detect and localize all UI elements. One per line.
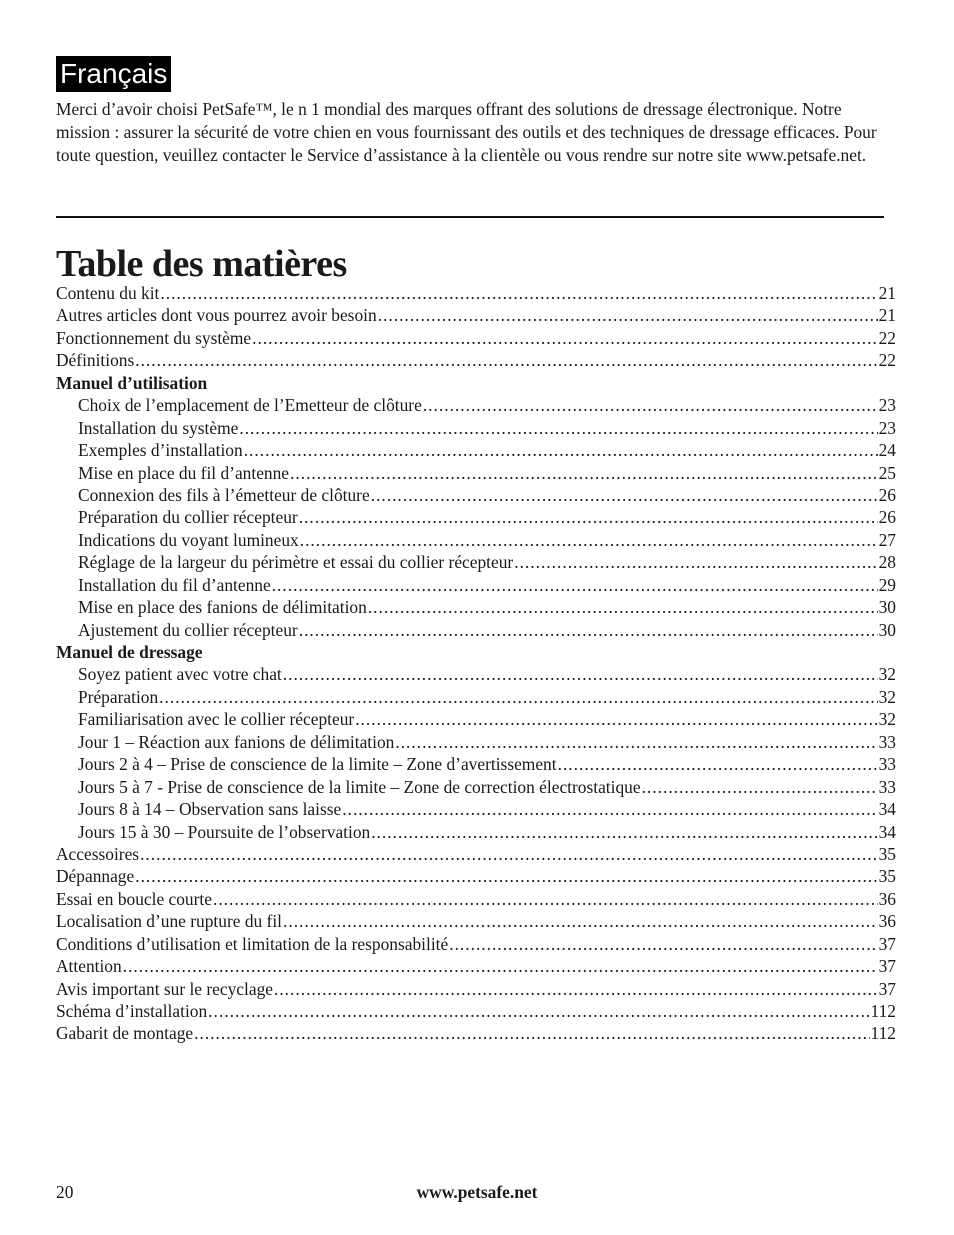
language-badge: Français xyxy=(56,56,171,92)
toc-entry[interactable] xyxy=(56,484,896,506)
toc-entry-label: Jours 8 à 14 – Observation sans laisse xyxy=(78,799,342,820)
toc-entry-page: 37 xyxy=(878,978,896,999)
toc-entry-page: 29 xyxy=(878,574,896,595)
toc-entry-label: Préparation du collier récepteur xyxy=(78,507,298,528)
toc-dot-leader xyxy=(368,596,878,618)
toc-dot-leader xyxy=(558,753,878,775)
toc-entry[interactable] xyxy=(56,596,896,618)
toc-entry[interactable] xyxy=(56,888,896,910)
toc-entry[interactable] xyxy=(56,753,896,775)
toc-entry[interactable] xyxy=(56,506,896,528)
toc-entry-label: Essai en boucle courte xyxy=(56,888,212,909)
toc-entry-label: Installation du fil d’antenne xyxy=(78,574,271,595)
toc-entry[interactable] xyxy=(56,843,896,865)
toc-entry[interactable] xyxy=(56,1022,896,1044)
intro-paragraph: Merci d’avoir choisi PetSafe™, le n 1 mondial des marques offrant des solutions de dressage électronique. Notre mission : assurer la sécurité de votre chien en vous fournissant des outils et des techniques de dressage efficaces. Pour toute question, veuillez contacter le Service d’assistance à la clientèle ou vous rendre sur notre site www.petsafe.net. xyxy=(56,99,877,165)
toc-entry-label: Soyez patient avec votre chat xyxy=(78,664,282,685)
toc-entry-label: Connexion des fils à l’émetteur de clôture xyxy=(78,484,370,505)
toc-entry[interactable] xyxy=(56,978,896,1000)
toc-dot-leader xyxy=(449,933,877,955)
toc-dot-leader xyxy=(300,529,878,551)
toc-dot-leader xyxy=(371,484,878,506)
toc-entry-page: 36 xyxy=(878,911,896,932)
toc-entry-page: 26 xyxy=(878,484,896,505)
toc-dot-leader xyxy=(423,394,878,416)
toc-entry-label: Jours 2 à 4 – Prise de conscience de la limite – Zone d’avertissement xyxy=(78,754,557,775)
toc-entry-label: Mise en place des fanions de délimitation xyxy=(78,597,367,618)
toc-dot-leader xyxy=(135,349,877,371)
toc-entry-label: Préparation xyxy=(78,686,159,707)
toc-entry-label: Jour 1 – Réaction aux fanions de délimitation xyxy=(78,731,395,752)
toc-entry-page: 37 xyxy=(878,933,896,954)
toc-entry-label: Exemples d’installation xyxy=(78,440,243,461)
toc-dot-leader xyxy=(299,619,878,641)
toc-entry-page: 30 xyxy=(878,619,896,640)
toc-dot-leader xyxy=(342,798,877,820)
toc-entry[interactable] xyxy=(56,663,896,685)
toc-entry[interactable] xyxy=(56,731,896,753)
toc-dot-leader xyxy=(159,686,877,708)
toc-entry-page: 26 xyxy=(878,507,896,528)
toc-entry[interactable] xyxy=(56,551,896,573)
toc-entry-label: Choix de l’emplacement de l’Emetteur de clôture xyxy=(78,395,422,416)
toc-dot-leader xyxy=(283,663,878,685)
toc-entry-page: 112 xyxy=(870,1023,896,1044)
toc-entry-label: Indications du voyant lumineux xyxy=(78,529,299,550)
toc-entry[interactable] xyxy=(56,910,896,932)
toc-dot-leader xyxy=(208,1000,869,1022)
toc-entry[interactable] xyxy=(56,619,896,641)
toc-dot-leader xyxy=(378,304,878,326)
toc-entry-label: Définitions xyxy=(56,350,135,371)
toc-entry-label: Schéma d’installation xyxy=(56,1001,208,1021)
footer-url: www.petsafe.net xyxy=(416,1182,538,1202)
toc-entry[interactable] xyxy=(56,821,896,843)
toc-entry-page: 23 xyxy=(878,395,896,416)
toc-entry[interactable] xyxy=(56,462,896,484)
toc-entry-label: Familiarisation avec le collier récepteur xyxy=(78,709,355,730)
toc-entry-page: 34 xyxy=(878,821,896,842)
toc-dot-leader xyxy=(514,551,877,573)
toc-entry-label: Jours 5 à 7 - Prise de conscience de la limite – Zone de correction électrostatique xyxy=(78,776,641,797)
toc-entry-page: 36 xyxy=(878,888,896,909)
toc-title: Table des matières xyxy=(56,243,347,285)
toc-entry-page: 21 xyxy=(878,283,896,303)
toc-entry[interactable] xyxy=(56,865,896,887)
toc-dot-leader xyxy=(123,955,878,977)
toc-entry-label: Installation du système xyxy=(78,417,239,438)
toc-section-heading: Manuel d’utilisation xyxy=(56,372,208,393)
toc-entry[interactable] xyxy=(56,776,896,798)
toc-entry-page: 22 xyxy=(878,350,896,371)
toc-entry-label: Jours 15 à 30 – Poursuite de l’observation xyxy=(78,821,371,842)
toc-entry-label: Autres articles dont vous pourrez avoir besoin xyxy=(56,305,377,326)
toc-dot-leader xyxy=(160,282,877,304)
toc-entry[interactable] xyxy=(56,798,896,820)
footer-page-number: 20 xyxy=(56,1182,74,1202)
toc-entry-page: 32 xyxy=(878,664,896,685)
toc-entry-page: 28 xyxy=(878,552,896,573)
toc-entry-page: 21 xyxy=(878,305,896,326)
toc-entry-page: 34 xyxy=(878,799,896,820)
toc-dot-leader xyxy=(642,776,878,798)
toc-dot-leader xyxy=(252,327,877,349)
table-of-contents xyxy=(56,282,896,1045)
toc-entry-label: Dépannage xyxy=(56,866,135,887)
toc-entry-label: Mise en place du fil d’antenne xyxy=(78,462,290,483)
toc-entry[interactable] xyxy=(56,282,896,304)
toc-entry[interactable] xyxy=(56,304,896,326)
toc-entry[interactable] xyxy=(56,439,896,461)
toc-dot-leader xyxy=(283,910,878,932)
toc-entry-page: 30 xyxy=(878,597,896,618)
toc-entry-label: Fonctionnement du système xyxy=(56,327,252,348)
toc-entry[interactable] xyxy=(56,417,896,439)
toc-entry[interactable] xyxy=(56,394,896,416)
toc-entry-page: 25 xyxy=(878,462,896,483)
toc-dot-leader xyxy=(274,978,878,1000)
toc-dot-leader xyxy=(299,506,878,528)
toc-entry-page: 112 xyxy=(870,1001,896,1021)
toc-entry-label: Contenu du kit xyxy=(56,283,160,303)
toc-entry[interactable] xyxy=(56,708,896,730)
toc-dot-leader xyxy=(239,417,877,439)
toc-entry-page: 24 xyxy=(878,440,896,461)
toc-entry[interactable] xyxy=(56,529,896,551)
toc-dot-leader xyxy=(371,821,877,843)
toc-dot-leader xyxy=(135,865,877,887)
toc-entry[interactable] xyxy=(56,327,896,349)
toc-entry-label: Avis important sur le recyclage xyxy=(56,978,273,999)
toc-entry-page: 32 xyxy=(878,686,896,707)
toc-entry[interactable] xyxy=(56,955,896,977)
toc-entry-page: 23 xyxy=(878,417,896,438)
toc-entry-page: 33 xyxy=(878,731,896,752)
toc-entry-label: Ajustement du collier récepteur xyxy=(78,619,298,640)
toc-dot-leader xyxy=(272,574,878,596)
toc-entry-page: 35 xyxy=(878,843,896,864)
toc-entry[interactable] xyxy=(56,933,896,955)
toc-entry-label: Accessoires xyxy=(56,843,140,864)
toc-dot-leader xyxy=(290,462,878,484)
toc-entry[interactable] xyxy=(56,686,896,708)
section-divider xyxy=(56,216,884,218)
toc-entry-page: 22 xyxy=(878,327,896,348)
toc-dot-leader xyxy=(194,1022,869,1044)
toc-entry-page: 32 xyxy=(878,709,896,730)
toc-entry-page: 27 xyxy=(878,529,896,550)
toc-dot-leader xyxy=(213,888,878,910)
toc-entry[interactable] xyxy=(56,349,896,371)
toc-entry-label: Gabarit de montage xyxy=(56,1023,194,1044)
toc-entry-page: 33 xyxy=(878,754,896,775)
toc-entry-page: 35 xyxy=(878,866,896,887)
toc-entry-label: Localisation d’une rupture du fil xyxy=(56,911,283,932)
toc-dot-leader xyxy=(395,731,877,753)
toc-entry-label: Attention xyxy=(56,956,122,977)
toc-entry[interactable] xyxy=(56,574,896,596)
toc-dot-leader xyxy=(355,708,877,730)
toc-entry[interactable] xyxy=(56,1000,896,1022)
toc-entry-label: Conditions d’utilisation et limitation de la responsabilité xyxy=(56,933,449,954)
toc-entry-page: 37 xyxy=(878,956,896,977)
toc-section-heading: Manuel de dressage xyxy=(56,642,203,662)
toc-dot-leader xyxy=(244,439,878,461)
toc-entry-page: 33 xyxy=(878,776,896,797)
toc-entry-label: Réglage de la largeur du périmètre et essai du collier récepteur xyxy=(78,552,514,573)
toc-dot-leader xyxy=(140,843,878,865)
